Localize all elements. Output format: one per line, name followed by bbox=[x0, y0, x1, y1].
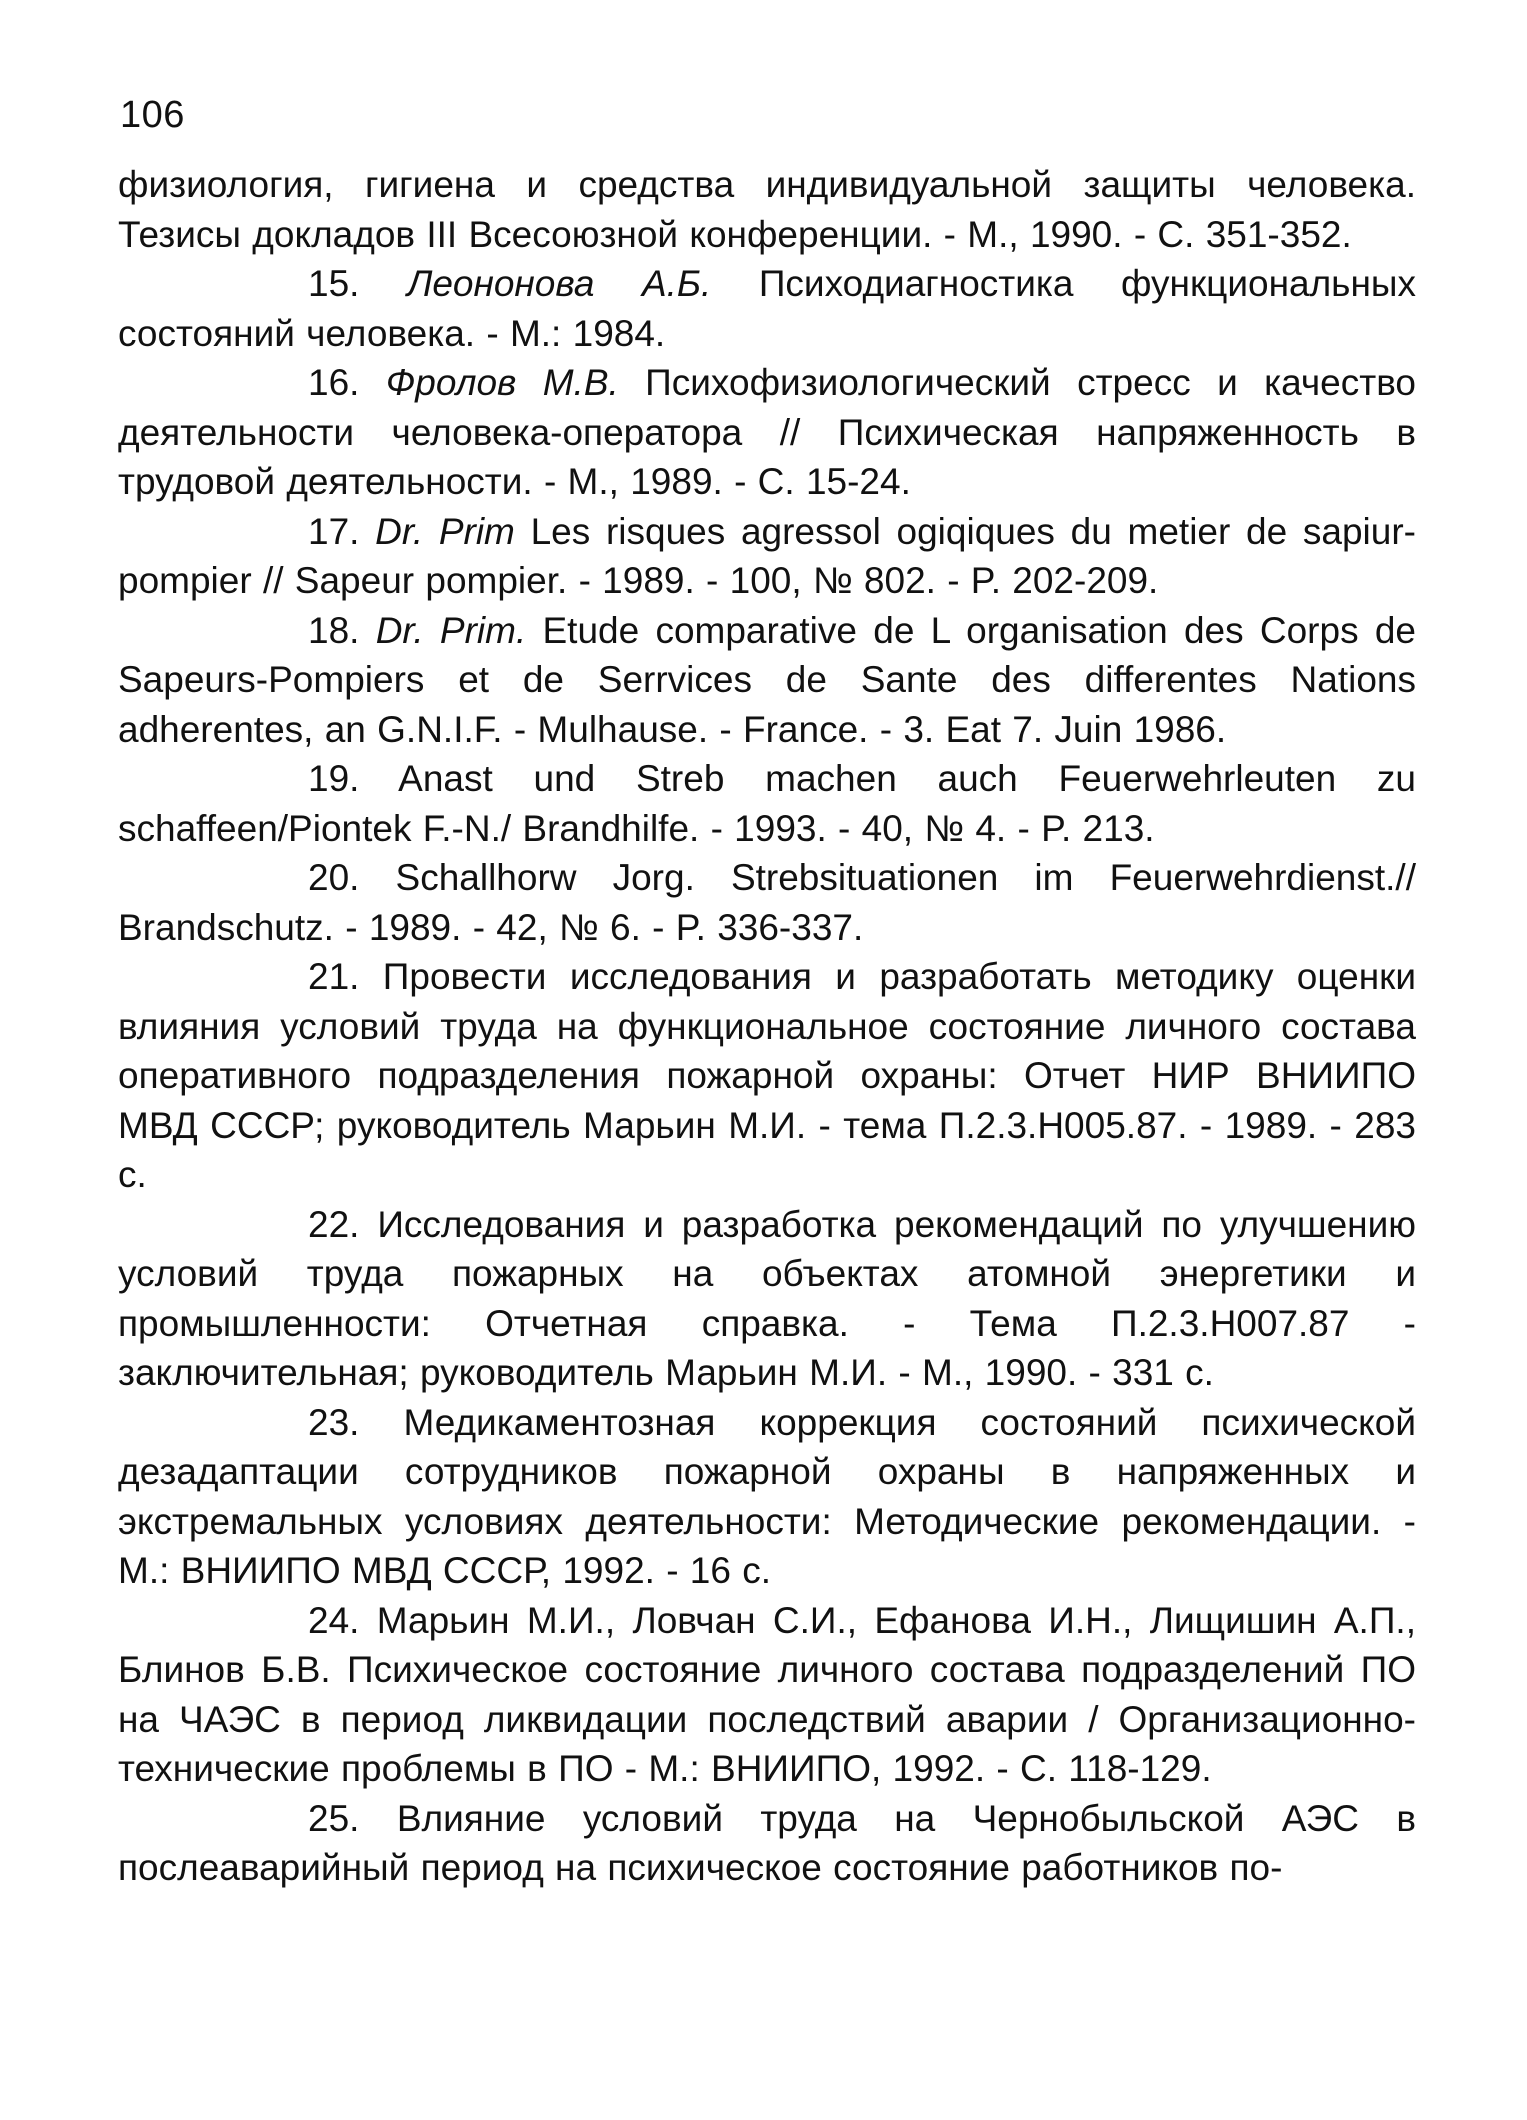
reference-number: 17. bbox=[308, 510, 360, 552]
reference-list bbox=[118, 160, 1416, 1893]
reference-text: Медикаментозная коррекция состояний психической дезадаптации сотрудников пожарной охраны в напряженных и экстремальных условиях деятельности: Методические рекомендации. - М.: ВНИИПО МВД СССР, 1992. - 16 с. bbox=[118, 1401, 1417, 1591]
reference-number: 19. bbox=[308, 758, 360, 799]
reference-text: Исследования и разработка рекомендаций по улучшению условий труда пожарных на объектах атомной энергетики и промышленности: Отчетная справка. - Тема П.2.3.Н007.87 - заключительная; руководитель Марьин М.И. - М., 1990. - 331 с. bbox=[118, 1203, 1417, 1393]
reference-number: 22. bbox=[308, 1203, 360, 1245]
reference-text: Etude comparative de L organisation des Corps de Sapeurs-Pompiers et de Serrvices de Sante des differentes Nations adherentes, an G.N.I.F. - Mulhause. - France. - 3. Eat 7. Juin 1986. bbox=[118, 609, 1416, 750]
reference-text: Провести исследования и разработать методику оценки влияния условий труда на функциональное состояние личного состава оперативного подразделения пожарной охраны: Отчет НИР ВНИИПО МВД СССР; руководитель Марьин М.И. - тема П.2.3.Н005.87. - 1989. - 283 с. bbox=[118, 956, 1417, 1195]
reference-text: Психофизиологический стресс и качество деятельности человека-оператора // Психическая напряженность в трудовой деятельности. - М., 1989. - С. 15-24. bbox=[118, 362, 1417, 502]
reference-number: 15. bbox=[308, 263, 360, 304]
reference-number: 25. bbox=[308, 1797, 360, 1839]
reference-entry bbox=[118, 606, 1416, 755]
reference-text: физиология, гигиена и средства индивидуальной защиты человека. Тезисы докладов III Всесоюзной конференции. - М., 1990. - С. 351-352. bbox=[118, 164, 1416, 255]
reference-text: Schallhorw Jorg. Strebsituationen im Feuerwehrdienst.// Brandschutz. - 1989. - 42, № 6. - P. 336-337. bbox=[118, 857, 1416, 948]
reference-entry bbox=[118, 507, 1416, 606]
reference-author: Леононова А.Б. bbox=[406, 263, 712, 304]
reference-number: 18. bbox=[308, 609, 360, 651]
reference-entry bbox=[118, 1398, 1416, 1596]
reference-number: 23. bbox=[308, 1401, 360, 1443]
reference-entry bbox=[118, 1794, 1416, 1893]
reference-entry bbox=[118, 1596, 1416, 1794]
reference-entry bbox=[118, 358, 1416, 507]
reference-author: Dr. Prim. bbox=[375, 609, 527, 651]
reference-text: Les risques agressol ogiqiques du metier de sapiur-pompier // Sapeur pompier. - 1989. - 100, № 802. - P. 202-209. bbox=[118, 510, 1416, 601]
reference-entry bbox=[118, 1200, 1416, 1398]
reference-entry bbox=[118, 754, 1416, 853]
reference-text: Влияние условий труда на Чернобыльской АЭС в послеаварийный период на психическое состояние работников по- bbox=[118, 1797, 1417, 1888]
reference-text: Психодиагностика функциональных состояний человека. - М.: 1984. bbox=[118, 263, 1416, 354]
reference-number: 20. bbox=[308, 857, 360, 898]
reference-entry bbox=[118, 160, 1416, 259]
reference-entry bbox=[118, 259, 1416, 358]
reference-number: 16. bbox=[308, 362, 360, 403]
reference-number: 24. bbox=[308, 1599, 360, 1641]
reference-entry bbox=[118, 952, 1416, 1200]
reference-entry bbox=[118, 853, 1416, 952]
reference-number: 21. bbox=[308, 956, 360, 997]
document-page bbox=[118, 92, 1416, 1893]
reference-text: Марьин М.И., Ловчан С.И., Ефанова И.Н., Лищишин А.П., Блинов Б.В. Психическое состояние личного состава подразделений ПО на ЧАЭС в период ликвидации последствий аварии / Организационно-технические проблемы в ПО - М.: ВНИИПО, 1992. - С. 118-129. bbox=[118, 1599, 1416, 1789]
reference-author: Фролов М.В. bbox=[385, 362, 619, 403]
reference-author: Dr. Prim bbox=[375, 510, 515, 552]
page-number: 106 bbox=[120, 94, 185, 136]
reference-text: Anast und Streb machen auch Feuerwehrleuten zu schaffeen/Piontek F.-N./ Brandhilfe. - 1993. - 40, № 4. - P. 213. bbox=[118, 758, 1416, 849]
